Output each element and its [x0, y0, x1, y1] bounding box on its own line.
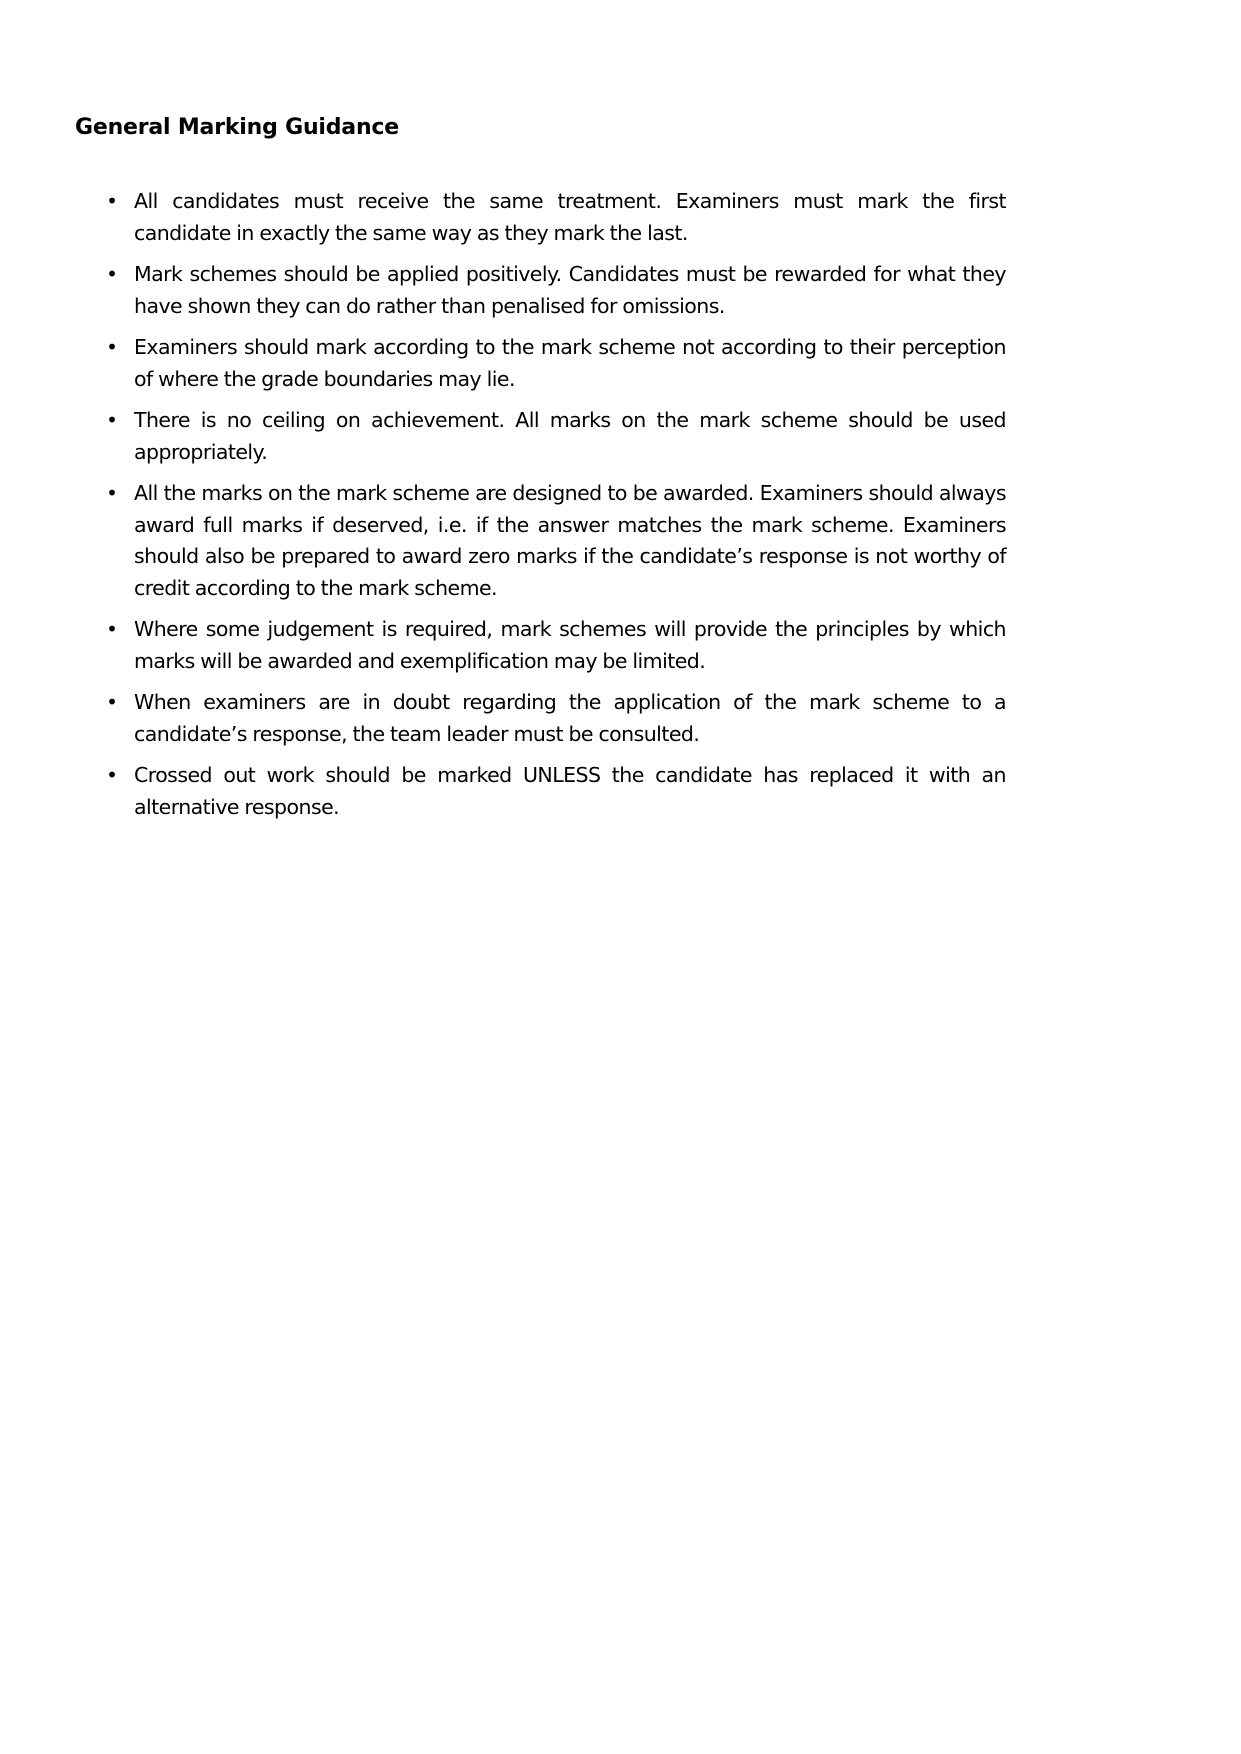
- bullet-icon: •: [106, 189, 118, 213]
- list-item-text: When examiners are in doubt regarding the application of the mark scheme to a candidate’s response, the team leader must be consulted.: [134, 690, 1006, 746]
- bullet-icon: •: [106, 690, 118, 714]
- list-item-text: All the marks on the mark scheme are designed to be awarded. Examiners should always award full marks if deserved, i.e. if the answer matches the mark scheme. Examiners should also be prepared to award zero marks if the candidate’s response is not worthy of credit according to the mark scheme.: [134, 481, 1006, 600]
- list-item-text: Crossed out work should be marked UNLESS the candidate has replaced it with an alternative response.: [134, 763, 1006, 819]
- list-item-text: Where some judgement is required, mark schemes will provide the principles by which marks will be awarded and exemplification may be limited.: [134, 617, 1006, 673]
- list-item-text: Examiners should mark according to the mark scheme not according to their perception of where the grade boundaries may lie.: [134, 335, 1006, 391]
- list-item: [106, 259, 1006, 322]
- bullet-icon: •: [106, 408, 118, 432]
- list-item-text: There is no ceiling on achievement. All marks on the mark scheme should be used appropriately.: [134, 408, 1006, 464]
- list-item: [106, 760, 1006, 823]
- page-heading: General Marking Guidance: [75, 115, 399, 140]
- bullet-icon: •: [106, 763, 118, 787]
- list-item-text: Mark schemes should be applied positively. Candidates must be rewarded for what they have shown they can do rather than penalised for omissions.: [134, 262, 1006, 318]
- bullet-icon: •: [106, 481, 118, 505]
- bullet-icon: •: [106, 335, 118, 359]
- list-item: [106, 478, 1006, 604]
- bullet-icon: •: [106, 617, 118, 641]
- list-item: [106, 614, 1006, 677]
- list-item: [106, 687, 1006, 750]
- guidance-list: [106, 186, 1006, 833]
- list-item: [106, 332, 1006, 395]
- list-item: [106, 186, 1006, 249]
- list-item-text: All candidates must receive the same treatment. Examiners must mark the first candidate in exactly the same way as they mark the last.: [134, 189, 1006, 245]
- bullet-icon: •: [106, 262, 118, 286]
- list-item: [106, 405, 1006, 468]
